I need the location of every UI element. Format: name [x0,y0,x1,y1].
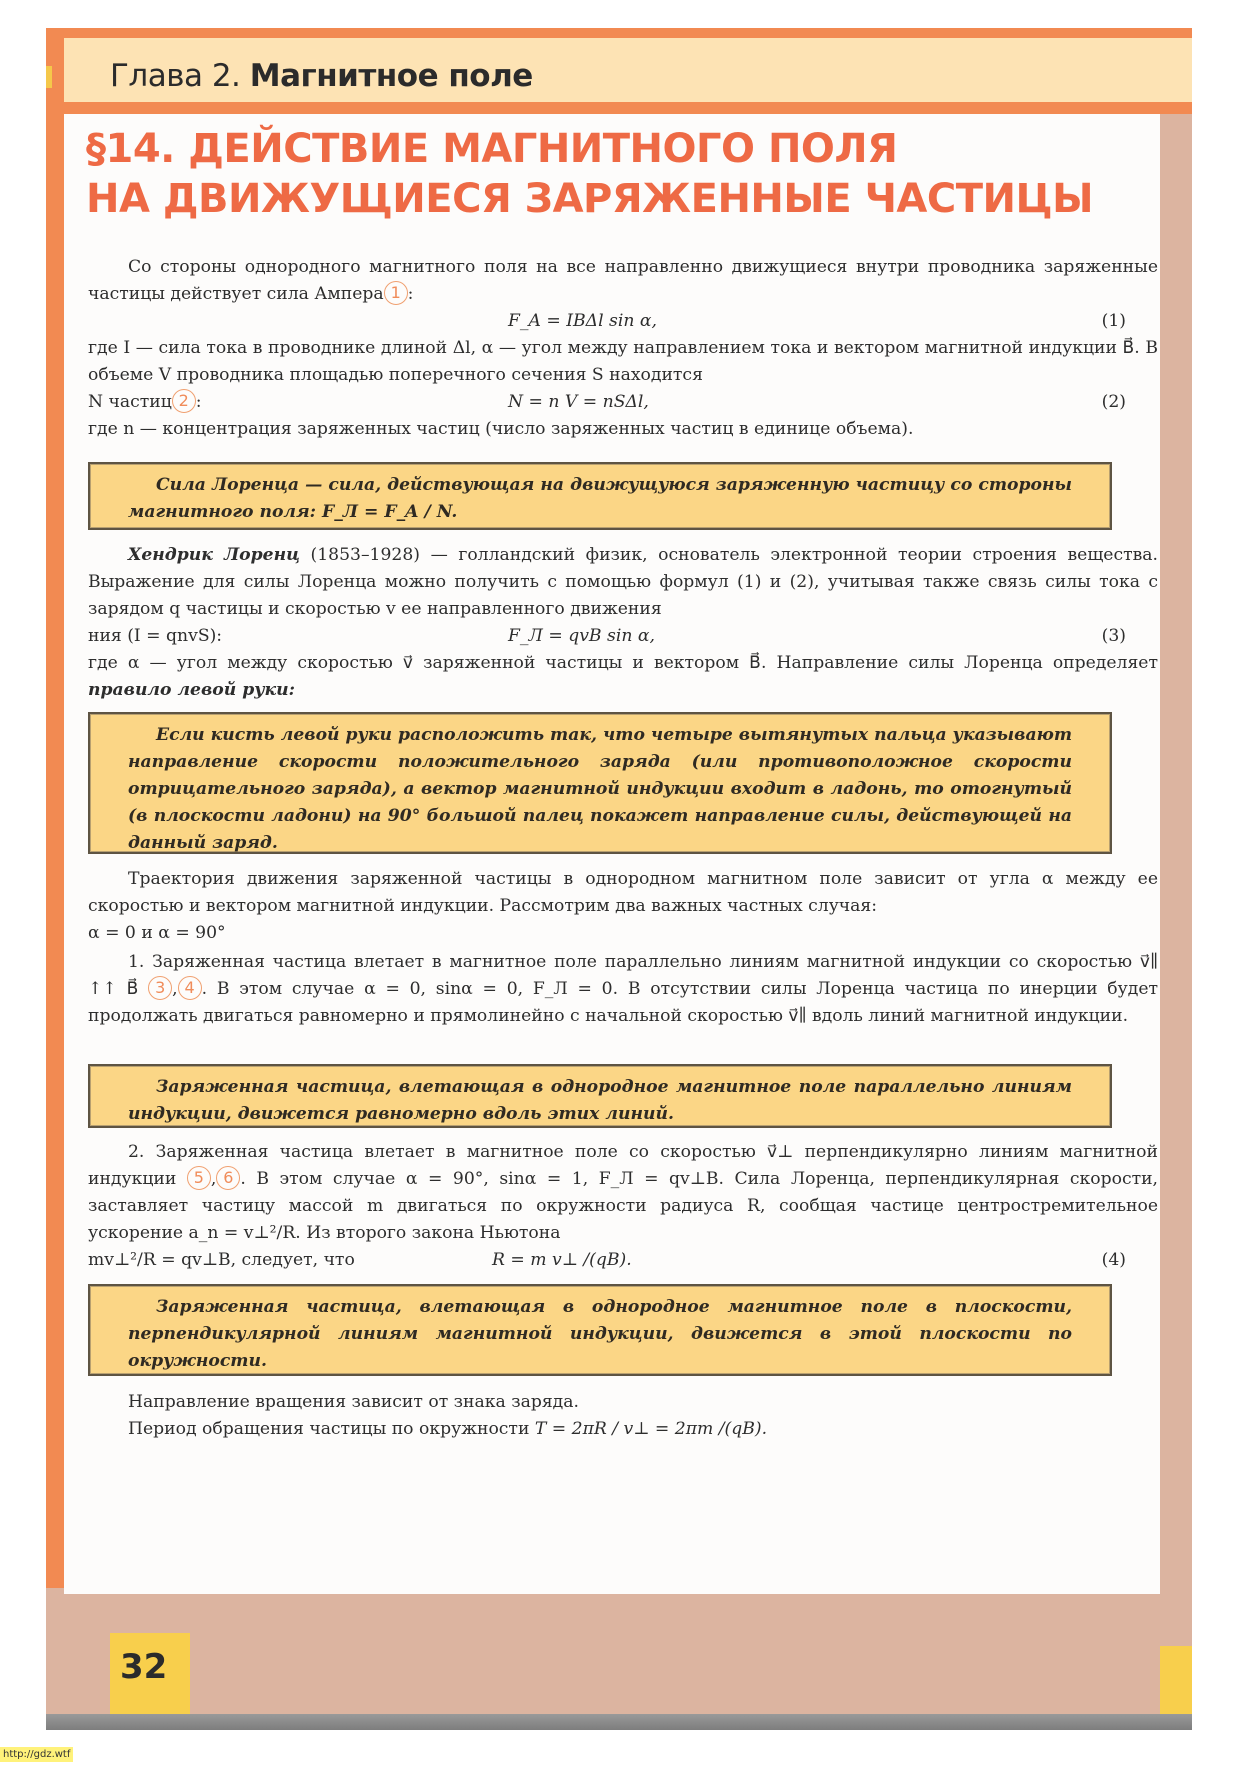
paragraph-text: Траектория движения заряженной частицы в однородном магнитном поле зависит от угла α между ее скоростью и вектором магнитной индукции. Рассмотрим два важных частных случая: [88,869,1158,916]
equation-3-number: (3) [1101,626,1126,646]
equation-1-row [88,308,1158,335]
conclusion-text: Заряженная частица, влетающая в однородное магнитное поле в плоскости, перпендикулярной линиям магнитной индукции, движется в этой плоскости по окружности. [128,1297,1072,1371]
paragraph-text: где I — сила тока в проводнике длиной Δl, α — угол между направлением тока и вектором магнитной индукции B⃗. В объеме V проводника площадью поперечного сечения S находится [88,338,1158,385]
punct: : [407,284,414,304]
paragraph-text: . В этом случае α = 0, sinα = 0, F_Л = 0. В отсутствии силы Лоренца частица по инерции будет продолжать двигаться равномерно и прямолинейно с начальной скоростью v⃗∥ вдоль линий магнитной индукции. [88,979,1159,1026]
chapter-prefix: Глава 2. [110,58,241,94]
paragraph-ampere [88,254,1158,308]
paragraph-text: Со стороны однородного магнитного поля на все направленно движущиеся внутри проводника заряженные частицы действует сила Ампера [88,257,1158,304]
figure-ref-4[interactable]: 4 [178,976,202,1000]
left-border [46,28,64,1588]
lorentz-name: Хендрик Лоренц [128,545,300,565]
left-tab-marker [46,66,52,88]
paragraph-text: где α — угол между скоростью v⃗ заряженной частицы и вектором B⃗. Направление силы Лоренца определяет [88,653,1158,673]
paragraph-left-hand-intro [88,650,1158,704]
top-border [46,28,1192,38]
paragraph-text: . В этом случае α = 90°, sinα = 1, F_Л = qv⊥B. Сила Лоренца, перпендикулярная скорости, заставляет частицу массой m двигаться по окружности радиуса R, сообщая частице центростремительное ускорение a_n = v⊥²/R. Из второго закона Ньютона [88,1169,1158,1243]
conclusion-box-parallel [88,1064,1112,1128]
paragraph-rotation [88,1389,1158,1416]
period-formula: T = 2πR / v⊥ = 2πm /(qB). [534,1419,768,1439]
equation-4-number: (4) [1101,1250,1126,1270]
paragraph-definitions [88,335,1158,389]
rule-box-left-hand [88,712,1112,854]
header-separator [64,102,1192,114]
definition-box-lorentz [88,462,1112,530]
equation-4-row [88,1247,1158,1274]
equation-3-lead: ния (I = qnvS): [88,626,223,646]
paragraph-lorentz-bio [88,542,1158,623]
cases-line: α = 0 и α = 90° [88,923,226,943]
conclusion-box-perpendicular [88,1284,1112,1376]
section-title [86,124,1093,224]
chapter-title [110,58,533,94]
equation-1: F_A = IBΔl sin α, [508,311,657,331]
chapter-header [64,38,1192,102]
conclusion-text: Заряженная частица, влетающая в однородное магнитное поле параллельно линиям индукции, движется равномерно вдоль этих линий. [128,1077,1072,1124]
site-watermark-link[interactable]: http://gdz.wtf [0,1747,73,1762]
paragraph-text: (1853–1928) — голландский физик, основатель электронной теории строения вещества. Выражение для силы Лоренца можно получить с помощью формул (1) и (2), учитывая также связь силы тока с зарядом q частицы и скоростью v ее направленного движения [88,545,1158,619]
textbook-page [46,28,1192,1730]
paragraph-concentration [88,416,1158,443]
figure-ref-1[interactable]: 1 [384,281,408,305]
figure-ref-3[interactable]: 3 [148,976,172,1000]
paragraph-case-1: 1. Заряженная частица влетает в магнитное поле параллельно линиям магнитной индукции со скоростью v⃗∥ ↑↑ B⃗ 3 , 4 . В этом случае α = 0, sinα = 0, F_Л = 0. В отсутствии силы Лоренца частица по инерции будет продолжать двигаться равномерно и прямолинейно с начальной скоростью v⃗∥ вдоль линий магнитной индукции. [88,952,1159,1026]
paragraph-period [88,1416,1158,1443]
equation-4: R = m v⊥ /(qB). [492,1250,632,1270]
figure-ref-2[interactable]: 2 [172,389,196,413]
equation-1-number: (1) [1101,311,1126,331]
left-hand-rule-term: правило левой руки: [88,680,295,700]
equation-3-row [88,623,1158,650]
chapter-name: Магнитное поле [249,58,533,94]
section-title-line2: НА ДВИЖУЩИЕСЯ ЗАРЯЖЕННЫЕ ЧАСТИЦЫ [86,176,1094,222]
definition-text: Сила Лоренца — сила, действующая на движущуюся заряженную частицу со стороны магнитного поля: F_Л = F_A / N. [128,475,1072,522]
paragraph-text: 1. Заряженная частица влетает в магнитное поле параллельно линиям магнитной индукции со скоростью v⃗∥ ↑↑ B⃗ [88,952,1158,999]
equation-3: F_Л = qvB sin α, [508,626,655,646]
paragraph-text: Период обращения частицы по окружности [128,1419,530,1439]
paragraph-trajectory [88,866,1158,947]
section-title-line1: §14. ДЕЙСТВИЕ МАГНИТНОГО ПОЛЯ [86,126,898,172]
page-number: 32 [120,1647,168,1687]
rule-text: Если кисть левой руки расположить так, что четыре вытянутых пальца указывают направление скорости положительного заряда (или противоположное скорости отрицательного заряда), а вектор магнитной индукции входит в ладонь, то отогнутый (в плоскости ладони) на 90° большой палец покажет направление силы, действующей на данный заряд. [128,725,1072,853]
equation-2-number: (2) [1101,392,1126,412]
equation-2: N = n V = nSΔl, [508,392,649,412]
page-content [64,114,1160,1594]
figure-ref-6[interactable]: 6 [216,1166,240,1190]
paragraph-case-2: 2. Заряженная частица влетает в магнитное поле со скоростью v⃗⊥ перпендикулярно линиям магнитной индукции 5 , 6 . В этом случае α = 90°, sinα = 1, F_Л = qv⊥B. Сила Лоренца, перпендикулярная скорости, заставляет частицу массой m двигаться по окружности радиуса R, сообщая частице центростремительное ускорение a_n = v⊥²/R. Из второго закона Ньютона [88,1142,1158,1243]
paragraph-text: где n — концентрация заряженных частиц (число заряженных частиц в единице объема). [88,419,914,439]
equation-2-row [88,389,1158,416]
bottom-edge [46,1714,1192,1730]
equation-4-lead: mv⊥²/R = qv⊥B, следует, что [88,1250,355,1270]
figure-ref-5[interactable]: 5 [187,1166,211,1190]
paragraph-text: Направление вращения зависит от знака заряда. [128,1392,579,1412]
paragraph-text: 2. Заряженная частица влетает в магнитное поле со скоростью v⃗⊥ перпендикулярно линиям магнитной индукции [88,1142,1158,1189]
equation-2-lead: N частиц 2 : [88,391,202,412]
